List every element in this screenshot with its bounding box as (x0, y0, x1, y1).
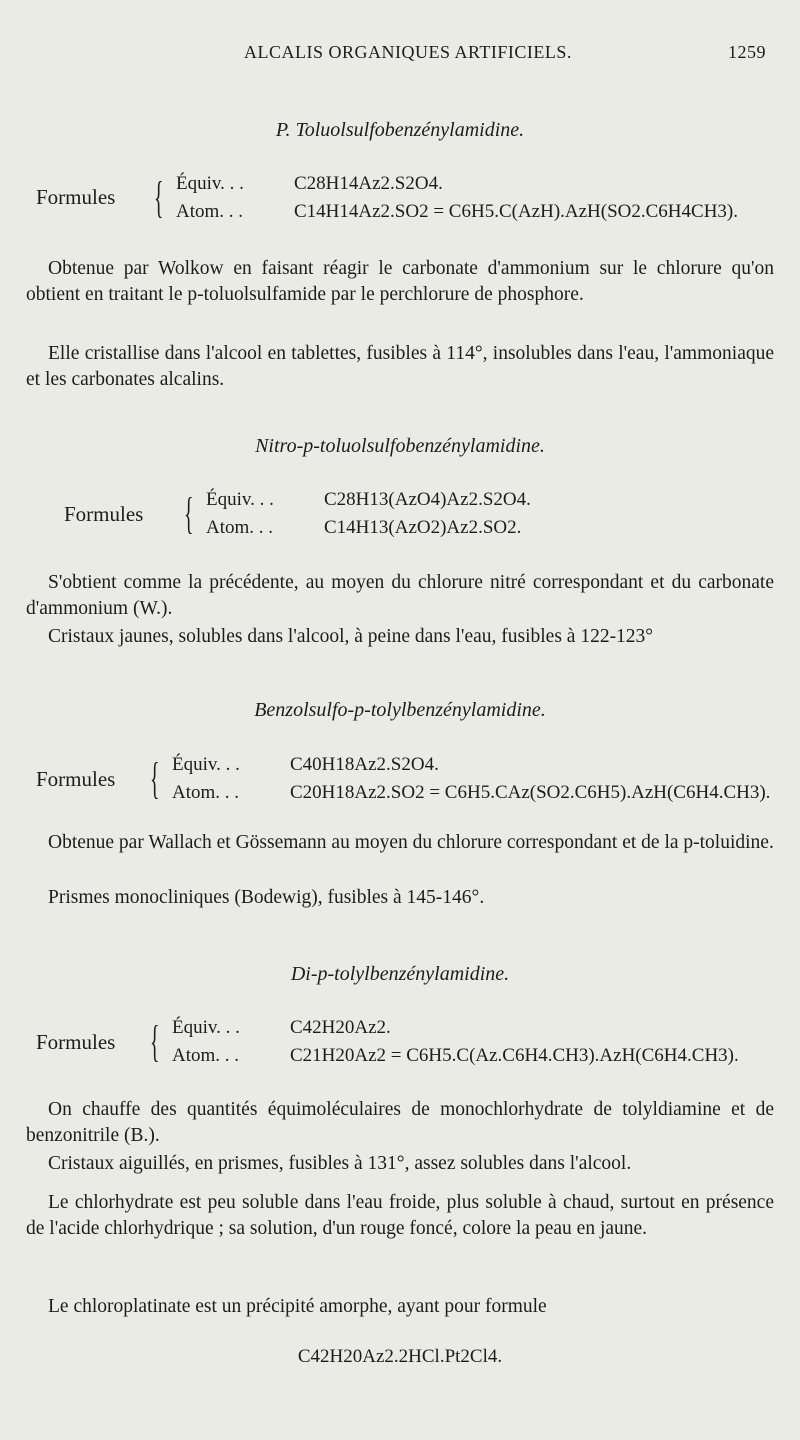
section-title (0, 699, 800, 722)
formulas-label: Formules (36, 185, 116, 209)
atom-label: Atom. . . (172, 1045, 240, 1066)
running-title: ALCALIS ORGANIQUES ARTIFICIELS. (244, 42, 572, 62)
paragraph (26, 341, 774, 392)
brace-icon: { (150, 1017, 160, 1066)
equiv-row (172, 1014, 391, 1042)
brace-icon: { (150, 754, 160, 803)
paragraph-text: Prismes monocliniques (Bodewig), fusibles à 145-146°. (48, 887, 485, 908)
atom-formula: C14H14Az2.SO2 = C6H5.C(AzH).AzH(SO2.C6H4CH3). (294, 201, 739, 222)
equiv-row (172, 751, 439, 779)
atom-row (172, 1042, 739, 1070)
paragraph-text: Obtenue par Wallach et Gössemann au moyen du chlorure correspondant et de la p-toluidine. (48, 832, 774, 853)
equiv-row (206, 486, 531, 514)
atom-label: Atom. . . (206, 517, 274, 538)
final-formula (0, 1346, 800, 1368)
formula-block (36, 170, 776, 230)
section-title (0, 435, 800, 458)
paragraph (26, 256, 774, 307)
paragraph-text: Elle cristallise dans l'alcool en tablettes, fusibles à 114°, insolubles dans l'eau, l'ammoniaque et les carbonates alcalins. (26, 343, 774, 390)
atom-label: Atom. . . (176, 201, 244, 222)
paragraph (26, 1097, 774, 1148)
equiv-formula: C40H18Az2.S2O4. (290, 754, 439, 775)
atom-formula: C14H13(AzO2)Az2.SO2. (324, 517, 522, 538)
atom-label: Atom. . . (172, 782, 240, 803)
section-title (0, 119, 800, 142)
equiv-label: Équiv. . . (176, 173, 244, 194)
formula-block (36, 1014, 776, 1074)
paragraph-text: Cristaux aiguillés, en prismes, fusibles à 131°, assez solubles dans l'alcool. (48, 1153, 632, 1174)
paragraph-text: Cristaux jaunes, solubles dans l'alcool, à peine dans l'eau, fusibles à 122-123° (48, 626, 654, 647)
paragraph (26, 1294, 774, 1320)
atom-formula: C20H18Az2.SO2 = C6H5.CAz(SO2.C6H5).AzH(C6H4.CH3). (290, 782, 771, 803)
chloroplatinate-paragraph: Le chloroplatinate est un précipité amorphe, ayant pour formule (48, 1296, 547, 1317)
equiv-label: Équiv. . . (206, 489, 274, 510)
formula-block (64, 486, 764, 546)
brace-icon: { (154, 173, 164, 222)
atom-row (206, 514, 521, 542)
final-formula-text: C42H20Az2.2HCl.Pt2Cl4. (297, 1346, 503, 1367)
equiv-formula: C28H14Az2.S2O4. (294, 173, 443, 194)
paragraph (26, 1151, 774, 1177)
formulas-label: Formules (36, 1030, 116, 1054)
formula-block (36, 751, 776, 811)
section-title-text: Di-p-tolylbenzénylamidine. (290, 963, 510, 985)
paragraph-text: S'obtient comme la précédente, au moyen du chlorure nitré correspondant et du carbonate d'ammonium (W.). (26, 572, 774, 619)
equiv-row (176, 170, 443, 198)
paragraph (26, 624, 774, 650)
section-title (0, 963, 800, 986)
equiv-label: Équiv. . . (172, 754, 240, 775)
paragraph (26, 885, 774, 911)
paragraph (26, 1190, 774, 1241)
atom-row (176, 198, 738, 226)
atom-row (172, 779, 770, 807)
equiv-label: Équiv. . . (172, 1017, 240, 1038)
formulas-label: Formules (64, 502, 144, 526)
section-title-text: Nitro-p-toluolsulfobenzénylamidine. (255, 435, 545, 457)
chlorhydrate-paragraph: Le chlorhydrate est peu soluble dans l'eau froide, plus soluble à chaud, surtout en présence de l'acide chlorhydrique ; sa solution, d'un rouge foncé, colore la peau en jaune. (26, 1192, 774, 1239)
paragraph-text: Obtenue par Wolkow en faisant réagir le carbonate d'ammonium sur le chlorure qu'on obtient en traitant le p-toluolsulfamide par le perchlorure de phosphore. (26, 258, 774, 305)
section-title-text: P. Toluolsulfobenzénylamidine. (275, 119, 525, 141)
paragraph-text (26, 1192, 774, 1239)
brace-icon: { (184, 489, 194, 538)
equiv-formula: C42H20Az2. (290, 1017, 391, 1038)
page-header (0, 42, 800, 68)
equiv-formula: C28H13(AzO4)Az2.S2O4. (324, 489, 531, 510)
formulas-label: Formules (36, 767, 116, 791)
paragraph (26, 570, 774, 621)
atom-formula: C21H20Az2 = C6H5.C(Az.C6H4.CH3).AzH(C6H4.CH3). (290, 1045, 739, 1066)
paragraph-text: On chauffe des quantités équimoléculaires de monochlorhydrate de tolyldiamine et de benzonitrile (B.). (26, 1099, 774, 1146)
paragraph (26, 830, 774, 856)
page-number: 1259 (728, 42, 766, 62)
section-title-text: Benzolsulfo-p-tolylbenzénylamidine. (254, 699, 546, 721)
